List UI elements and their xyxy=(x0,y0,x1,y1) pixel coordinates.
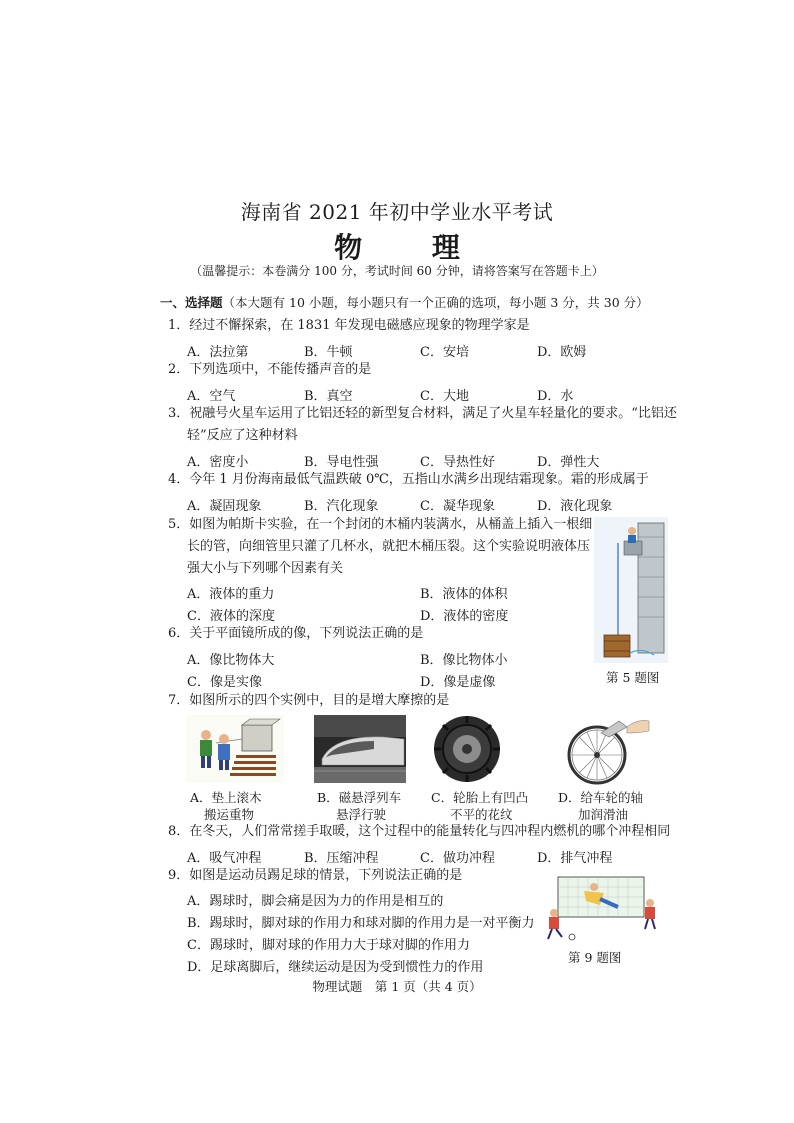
q1-option-c: C．安培 xyxy=(420,345,469,360)
q9-option-c: C．踢球时，脚对球的作用力大于球对脚的作用力 xyxy=(187,938,470,953)
section-heading xyxy=(160,293,649,311)
q7-option-a-line2: 搬运重物 xyxy=(204,807,255,822)
soccer-kick-figure xyxy=(544,873,660,943)
q1-option-d: D．欧姆 xyxy=(537,345,587,360)
q8-option-a: A．吸气冲程 xyxy=(187,851,262,866)
tire-tread-figure xyxy=(431,713,503,785)
q5-figure-caption: 第 5 题图 xyxy=(606,670,660,685)
q1-option-b: B．牛顿 xyxy=(304,345,353,360)
question-7-stem: 7．如图所示的四个实例中，目的是增大摩擦的是 xyxy=(168,693,450,708)
question-5-stem-line1: 5．如图为帕斯卡实验，在一个封闭的木桶内装满水，从桶盖上插入一根细 xyxy=(168,517,593,532)
q4-option-d: D．液化现象 xyxy=(537,499,613,514)
maglev-train-figure xyxy=(314,715,406,783)
subject-title: 物 理 xyxy=(334,231,490,264)
q3-option-d: D．弹性大 xyxy=(537,455,600,470)
q4-option-c: C．凝华现象 xyxy=(420,499,495,514)
q2-option-d: D．水 xyxy=(537,389,574,404)
q9-option-b: B．踢球时，脚对球的作用力和球对脚的作用力是一对平衡力 xyxy=(187,916,535,931)
q6-option-c: C．像是实像 xyxy=(187,675,262,690)
q8-option-d: D．排气冲程 xyxy=(537,851,613,866)
q7-option-d-line1: D．给车轮的轴 xyxy=(558,790,644,805)
question-6-stem: 6．关于平面镜所成的像，下列说法正确的是 xyxy=(168,626,424,641)
q6-option-d: D．像是虚像 xyxy=(420,675,496,690)
question-5-stem-line3: 强大小与下列哪个因素有关 xyxy=(187,561,344,576)
q1-option-a: A．法拉第 xyxy=(187,345,249,360)
q5-option-a: A．液体的重力 xyxy=(187,587,275,602)
question-3-stem-line1: 3．祝融号火星车运用了比铝还轻的新型复合材料，满足了火星车轻量化的要求。“比铝还 xyxy=(168,406,677,421)
q8-option-c: C．做功冲程 xyxy=(420,851,495,866)
q6-option-a: A．像比物体大 xyxy=(187,653,275,668)
q7-option-d-line2: 加润滑油 xyxy=(578,807,629,822)
question-2-stem: 2．下列选项中，不能传播声音的是 xyxy=(168,362,372,377)
section-label: 一、选择题 xyxy=(160,295,223,310)
q3-option-a: A．密度小 xyxy=(187,455,249,470)
q4-option-a: A．凝固现象 xyxy=(187,499,262,514)
page-footer: 物理试题 第 1 页（共 4 页） xyxy=(312,979,482,994)
q8-option-b: B．压缩冲程 xyxy=(304,851,379,866)
q2-option-b: B．真空 xyxy=(304,389,353,404)
section-note: （本大题有 10 小题，每小题只有一个正确的选项，每小题 3 分，共 30 分） xyxy=(222,295,649,310)
q9-option-d: D．足球离脚后，继续运动是因为受到惯性力的作用 xyxy=(187,960,484,975)
exam-tip: （温馨提示：本卷满分 100 分，考试时间 60 分钟，请将答案写在答题卡上） xyxy=(190,264,604,278)
q7-option-b-line1: B．磁悬浮列车 xyxy=(317,790,402,805)
q7-option-c-line2: 不平的花纹 xyxy=(450,807,513,822)
question-5-stem-line2: 长的管，向细管里只灌了几杯水，就把木桶压裂。这个实验说明液体压 xyxy=(187,539,591,554)
question-3-stem-line2: 轻”反应了这种材料 xyxy=(187,428,298,443)
q7-option-c-line1: C．轮胎上有凹凸 xyxy=(431,790,529,805)
question-1-stem: 1．经过不懈探索，在 1831 年发现电磁感应现象的物理学家是 xyxy=(168,318,530,333)
q9-option-a: A．踢球时，脚会痛是因为力的作用是相互的 xyxy=(187,894,444,909)
question-9-stem: 9．如图是运动员踢足球的情景，下列说法正确的是 xyxy=(168,868,463,883)
q3-option-c: C．导热性好 xyxy=(420,455,495,470)
q5-option-b: B．液体的体积 xyxy=(420,587,508,602)
question-4-stem: 4．今年 1 月份海南最低气温跌破 0℃，五指山水满乡出现结霜现象。霜的形成属于 xyxy=(168,472,649,487)
q9-figure-caption: 第 9 题图 xyxy=(568,950,622,965)
q2-option-c: C．大地 xyxy=(420,389,469,404)
question-8-stem: 8．在冬天，人们常常搓手取暖，这个过程中的能量转化与四冲程内燃机的哪个冲程相同 xyxy=(168,824,671,839)
q4-option-b: B．汽化现象 xyxy=(304,499,379,514)
q7-option-b-line2: 悬浮行驶 xyxy=(336,807,387,822)
exam-title: 海南省 2021 年初中学业水平考试 xyxy=(240,200,554,224)
q3-option-b: B．导电性强 xyxy=(304,455,379,470)
q7-option-a-line1: A．垫上滚木 xyxy=(190,790,262,805)
pascal-barrel-figure xyxy=(594,517,668,663)
wheel-lubrication-figure xyxy=(555,713,653,785)
q5-option-c: C．液体的深度 xyxy=(187,609,275,624)
rolling-logs-figure xyxy=(186,715,284,783)
q6-option-b: B．像比物体小 xyxy=(420,653,508,668)
q2-option-a: A．空气 xyxy=(187,389,236,404)
q5-option-d: D．液体的密度 xyxy=(420,609,509,624)
